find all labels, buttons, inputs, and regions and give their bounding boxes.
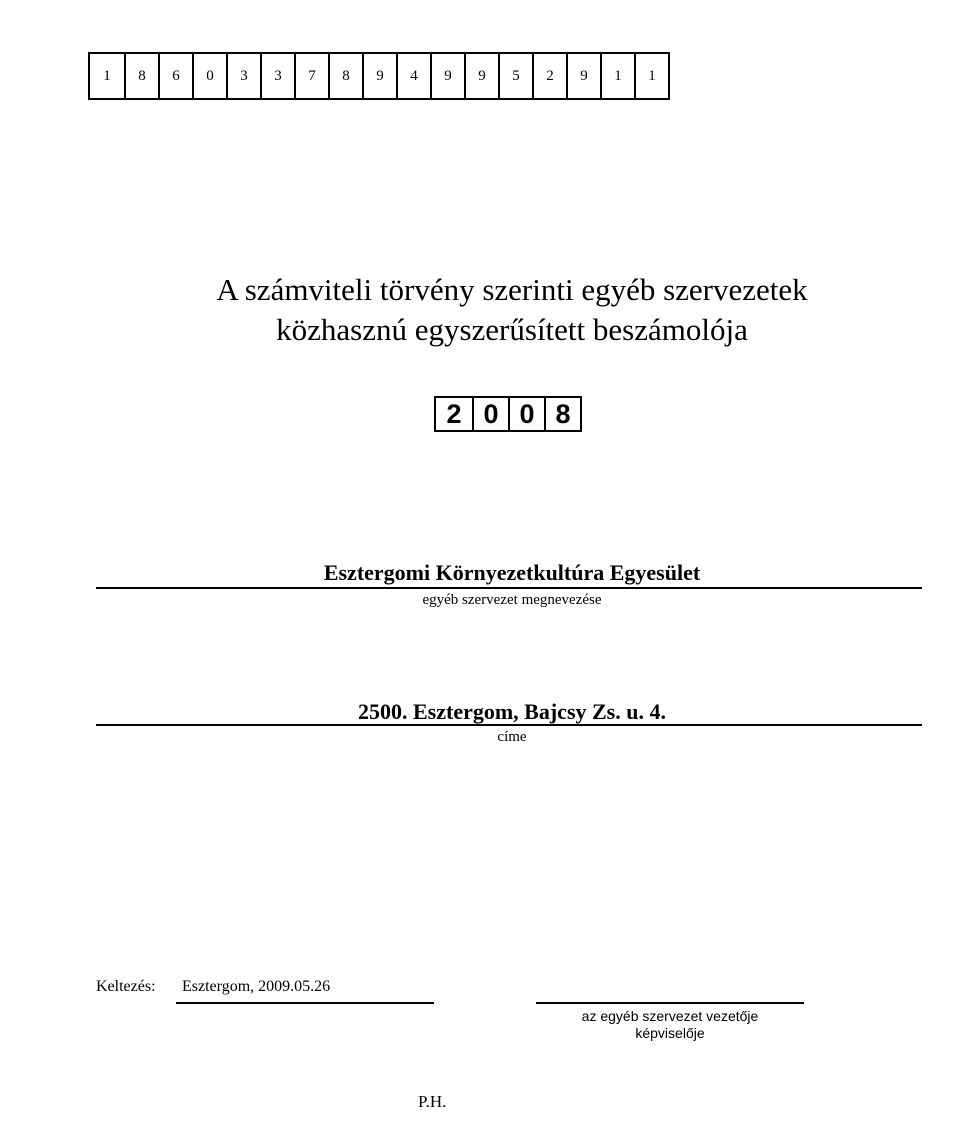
title-line-1: A számviteli törvény szerinti egyéb szervezetek (216, 272, 808, 307)
year-digit: 0 (472, 398, 508, 430)
tax-number-digit: 9 (464, 54, 498, 98)
address-underline (96, 724, 922, 726)
title-line-2: közhasznú egyszerűsített beszámolója (276, 312, 748, 347)
tax-number-digit: 1 (600, 54, 634, 98)
organization-address: 2500. Esztergom, Bajcsy Zs. u. 4. (358, 699, 666, 724)
tax-number-digit: 3 (226, 54, 260, 98)
organization-name: Esztergomi Környezetkultúra Egyesület (323, 560, 701, 585)
tax-number-digit: 5 (498, 54, 532, 98)
organization-name-underline (96, 587, 922, 589)
tax-number-digit: 2 (532, 54, 566, 98)
signature-line (536, 1002, 804, 1004)
tax-number-digit: 9 (430, 54, 464, 98)
signature-caption-line-2: képviselője (635, 1025, 705, 1041)
stamp-label: P.H. (418, 1092, 447, 1111)
year-digit: 2 (446, 398, 462, 429)
date-value: Esztergom, 2009.05.26 (182, 978, 331, 995)
address-caption: címe (497, 729, 527, 745)
tax-number-digit: 6 (158, 54, 192, 98)
tax-number-digit: 8 (124, 54, 158, 98)
tax-number-digit: 7 (294, 54, 328, 98)
organization-name-caption: egyéb szervezet megnevezése (422, 592, 602, 608)
date-label: Keltezés: (96, 978, 156, 995)
tax-number-digit: 0 (192, 54, 226, 98)
document-title (0, 270, 960, 350)
signature-caption (536, 1008, 804, 1042)
tax-number-digit: 9 (566, 54, 600, 98)
year-digit: 8 (544, 398, 580, 430)
year-grid (434, 396, 582, 432)
date-underline (176, 1002, 434, 1004)
tax-number-digit: 3 (260, 54, 294, 98)
tax-number-digit: 4 (396, 54, 430, 98)
tax-number-digit: 1 (103, 67, 111, 84)
signature-caption-line-1: az egyéb szervezet vezetője (581, 1008, 759, 1024)
tax-number-digit: 8 (328, 54, 362, 98)
year-digit: 0 (508, 398, 544, 430)
tax-number-grid (88, 52, 670, 100)
tax-number-digit: 1 (634, 54, 668, 98)
tax-number-digit: 9 (362, 54, 396, 98)
